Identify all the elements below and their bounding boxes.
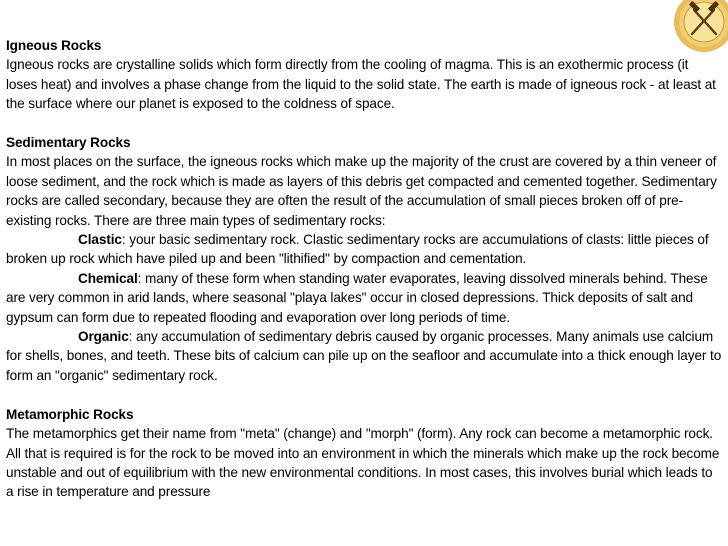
section-igneous xyxy=(6,36,722,114)
section-sedimentary xyxy=(6,133,722,385)
sedimentary-type-organic xyxy=(6,327,722,385)
section-text: In most places on the surface, the igneous rocks which make up the majority of the crust are covered by a thin veneer of loose sediment, and the rock which is made as layers of this debris get compacted and cemented together. Sedimentary rocks are called secondary, because they are often the result of the accumulation of small pieces broken off of pre-existing rocks. There are three main types of sedimentary rocks: xyxy=(6,154,717,228)
section-heading: Metamorphic Rocks xyxy=(6,406,134,422)
type-text: : any accumulation of sedimentary debris caused by organic processes. Many animals use calcium for shells, bones, and teeth. These bits of calcium can pile up on the seafloor and accumulate into a thick enough layer to form an "organic" sedimentary rock. xyxy=(6,329,722,383)
type-text: : many of these form when standing water evaporates, leaving dissolved minerals behind. These are very common in arid lands, where seasonal "playa lakes" occur in closed depressions. Thick deposits of salt and gypsum can form due to repeated flooding and evaporation over long periods of time. xyxy=(6,270,708,325)
type-term: Organic xyxy=(78,329,129,345)
section-heading: Igneous Rocks xyxy=(6,38,102,53)
section-heading: Sedimentary Rocks xyxy=(6,135,131,151)
sedimentary-type-clastic xyxy=(6,230,722,269)
type-text: : your basic sedimentary rock. Clastic sedimentary rocks are accumulations of clasts: little pieces of broken up rock which have piled up and been "lithified" by compaction and cementation. xyxy=(6,232,709,267)
section-metamorphic xyxy=(6,405,722,502)
sedimentary-type-chemical xyxy=(6,269,722,327)
document-body xyxy=(6,36,722,521)
type-term: Chemical xyxy=(78,270,138,286)
type-term: Clastic xyxy=(78,232,122,248)
section-text: The metamorphics get their name from "meta" (change) and "morph" (form). Any rock can become a metamorphic rock. All that is required is for the rock to be moved into an environment in which the minerals which make up the rock become unstable and out of equilibrium with the new environmental conditions. In most cases, this involves burial which leads to a rise in temperature and pressure xyxy=(6,426,720,500)
section-text: Igneous rocks are crystalline solids which form directly from the cooling of magma. This is an exothermic process (it loses heat) and involves a phase change from the liquid to the solid state. The earth is made of igneous rock - at least at the surface where our planet is exposed to the coldness of space. xyxy=(6,57,716,112)
